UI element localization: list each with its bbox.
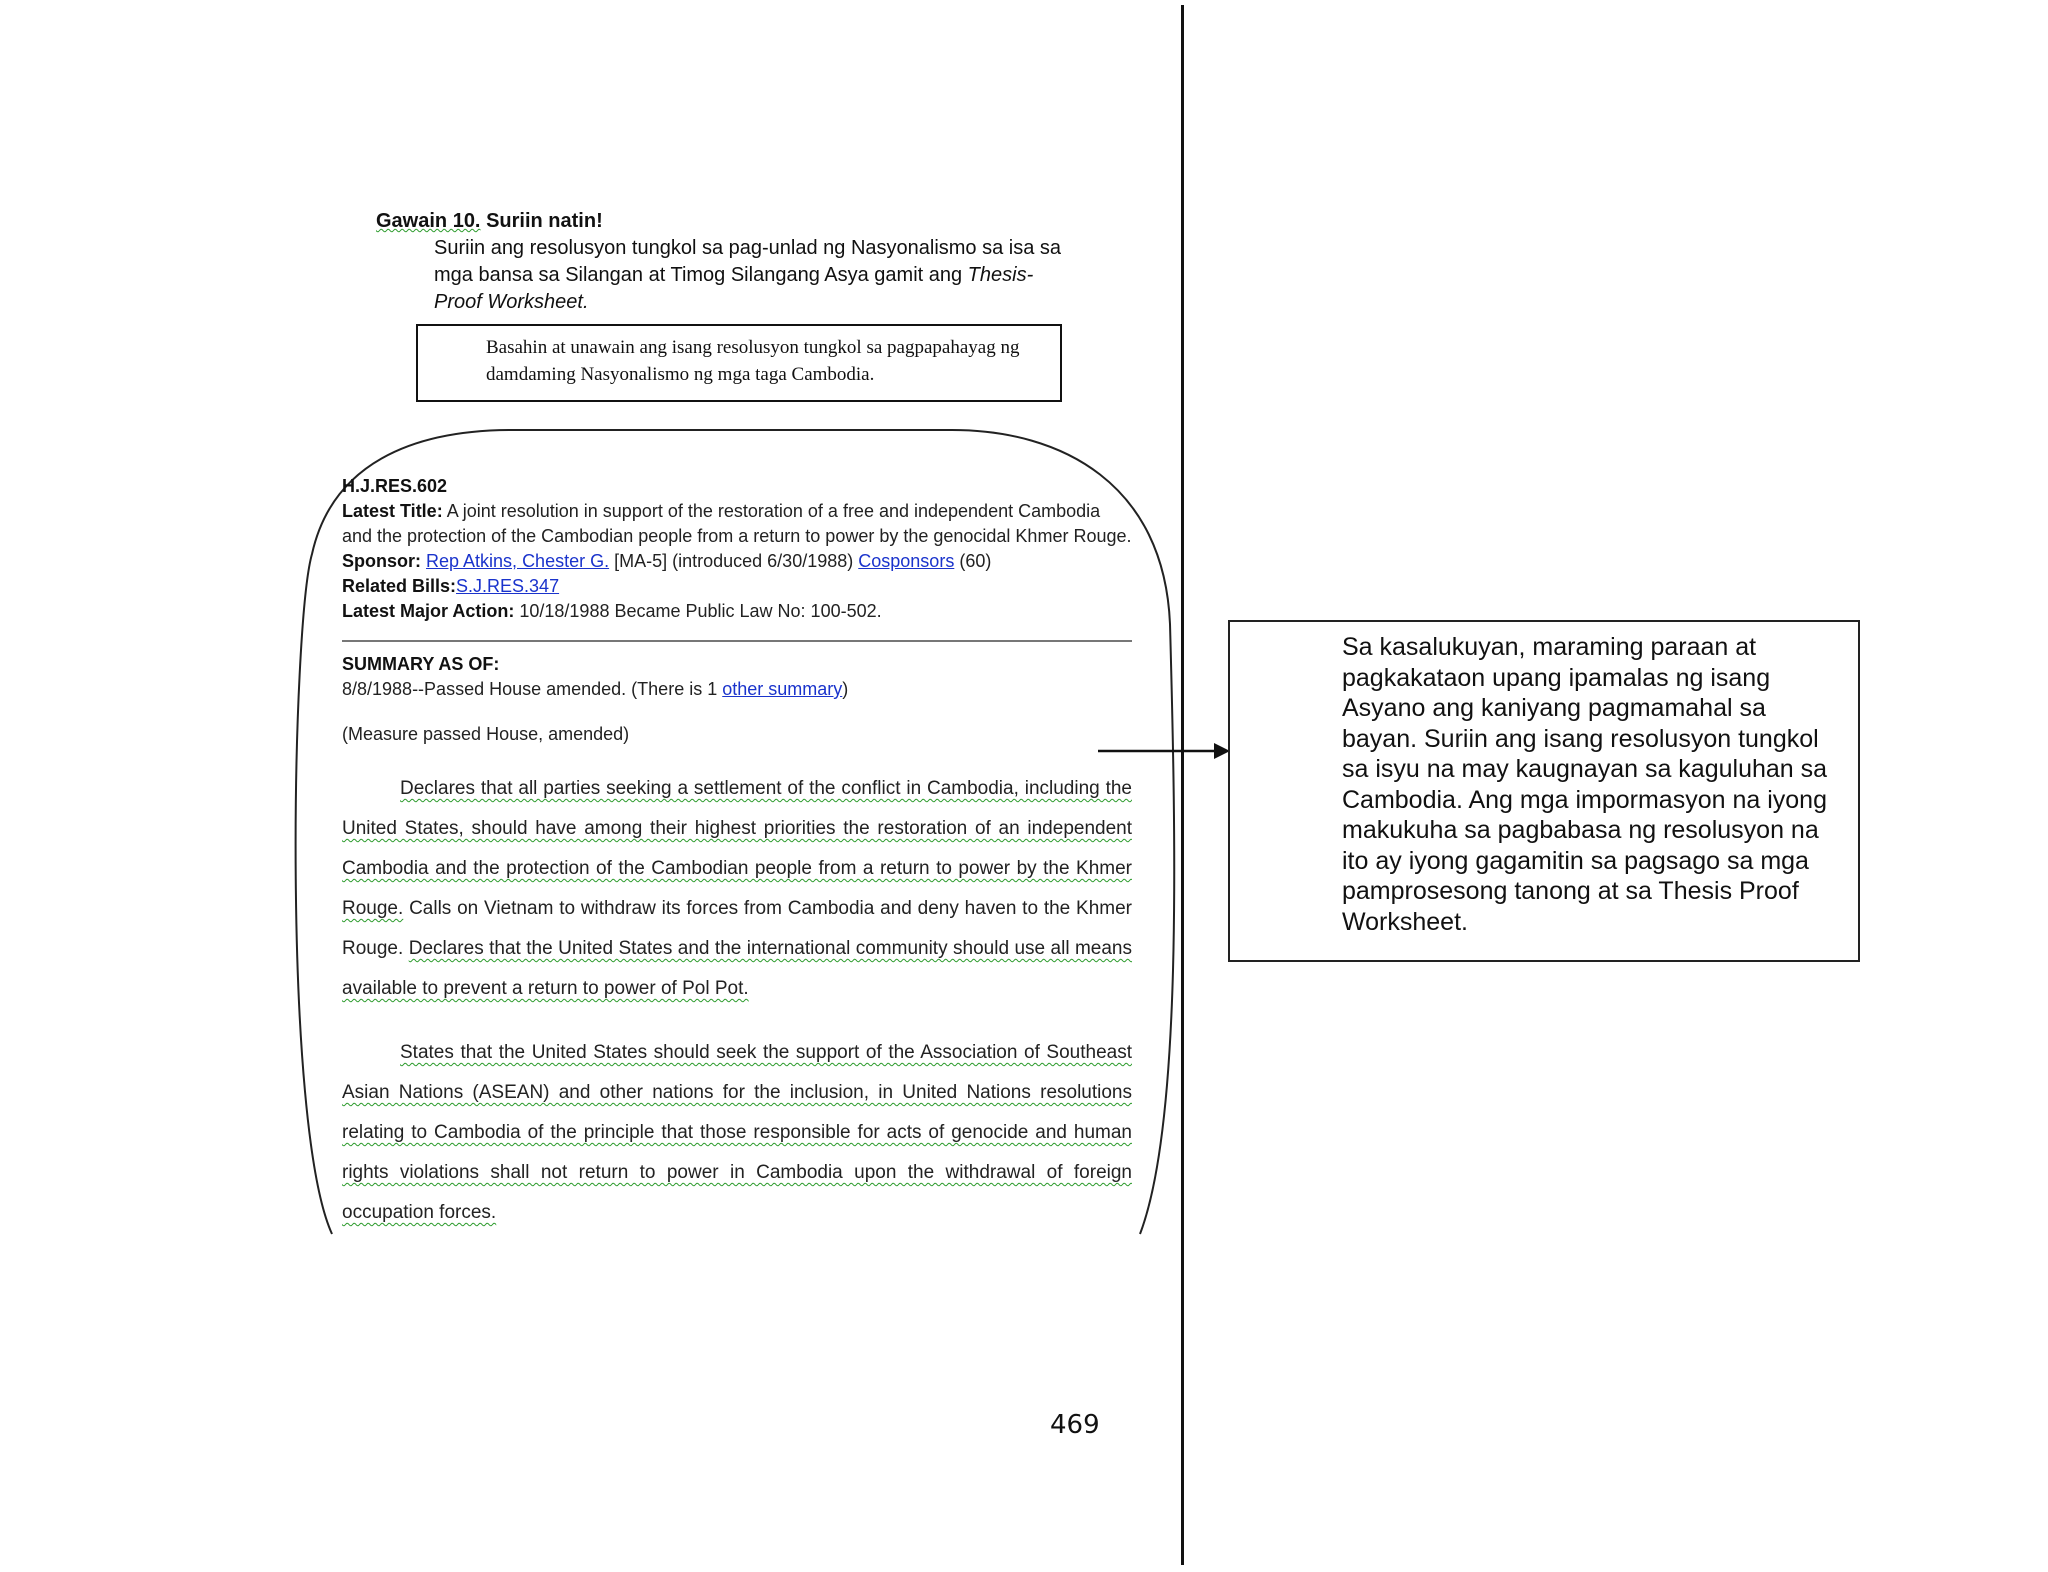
arrow-icon xyxy=(1096,736,1232,766)
related-bill-link[interactable]: S.J.RES.347 xyxy=(456,576,560,596)
other-summary-link[interactable]: other summary xyxy=(722,679,843,699)
sponsor-link[interactable]: Rep Atkins, Chester G. xyxy=(426,551,610,571)
activity-label: Gawain 10. xyxy=(376,210,481,232)
para2-text: States that the United States should seek the support of the Association of Southeast Asian Nations (ASEAN) and other nations for the inclusion, in United Nations resolutions relating to Cambodia of the principle that those responsible for acts of genocide and human rights violations shall not return to power in Cambodia upon the withdrawal of foreign occupation forces. xyxy=(342,1042,1132,1223)
activity-instruction xyxy=(376,235,1076,316)
page-number: 469 xyxy=(1050,1410,1100,1440)
latest-title-row xyxy=(342,499,1132,549)
summary-close: ) xyxy=(842,679,849,699)
measure-note: (Measure passed House, amended) xyxy=(342,724,630,744)
activity-instruction-text: Suriin ang resolusyon tungkol sa pag-unlad ng Nasyonalismo sa isa sa mga bansa sa Silangan at Timog Silangang Asya gamit ang xyxy=(434,237,1062,286)
resolution-panel xyxy=(342,474,1132,1233)
summary-date: 8/8/1988--Passed House amended. (There is 1 xyxy=(342,679,723,699)
latest-title-label: Latest Title: xyxy=(342,501,443,521)
activity-instruction-italic: Thesis-Proof Worksheet. xyxy=(434,264,1034,313)
side-note-box xyxy=(1228,620,1860,962)
sponsor-details: [MA-5] (introduced 6/30/1988) xyxy=(614,551,854,571)
related-bills-label: Related Bills: xyxy=(342,576,457,596)
activity-title xyxy=(376,208,1076,235)
bill-id: H.J.RES.602 xyxy=(342,476,448,496)
sponsor-row xyxy=(342,549,1132,574)
latest-action-label: Latest Major Action: xyxy=(342,601,515,621)
sponsor-label: Sponsor: xyxy=(342,551,421,571)
summary-paragraph-1 xyxy=(342,769,1132,1009)
activity-title-text: Suriin natin! xyxy=(486,210,603,232)
latest-title: A joint resolution in support of the restoration of a free and independent Cambodia and the protection of the Cambodian people from a return to power by the genocidal Khmer Rouge. xyxy=(342,501,1132,546)
summary-label: SUMMARY AS OF: xyxy=(342,654,500,674)
cosponsors-link[interactable]: Cosponsors xyxy=(858,551,955,571)
summary-paragraph-2 xyxy=(342,1033,1132,1233)
cosponsors-count: (60) xyxy=(959,551,992,571)
related-bills-row xyxy=(342,574,1132,599)
para1-part-b: Calls on Vietnam to withdraw its forces from Cambodia and deny haven to the Khmer Rouge. xyxy=(342,898,1132,959)
para1-part-c: Declares that the United States and the international community should use all means available to prevent a return to power of Pol Pot. xyxy=(342,938,1133,999)
instruction-box-text: Basahin at unawain ang isang resolusyon tungkol sa pagpapahayag ng damdaming Nasyonalismo ng mga taga Cambodia. xyxy=(486,337,1020,385)
latest-action-row xyxy=(342,599,1132,624)
activity-header xyxy=(376,208,1076,316)
instruction-box xyxy=(416,324,1062,402)
side-note-text: Sa kasalukuyan, maraming paraan at pagkakataon upang ipamalas ng isang Asyano ang kaniyang pagmamahal sa bayan. Suriin ang isang resolusyon tungkol sa isyu na may kaugnayan sa kaguluhan sa Cambodia. Ang mga impormasyon na iyong makukuha sa pagbabasa ng resolusyon na ito ay iyong gagamitin sa pagsago sa mga pamprosesong tanong at sa Thesis Proof Worksheet. xyxy=(1342,633,1828,936)
summary-row xyxy=(342,677,1132,702)
page-divider xyxy=(1181,5,1184,1565)
latest-action: 10/18/1988 Became Public Law No: 100-502. xyxy=(519,601,882,621)
para1-part-a: Declares that all parties seeking a settlement of the conflict in Cambodia, including the United States, should have among their highest priorities the restoration of an independent Cambodia and the protection of the Cambodian people from a return to power by the Khmer Rouge. xyxy=(342,778,1132,919)
section-divider xyxy=(342,640,1132,642)
